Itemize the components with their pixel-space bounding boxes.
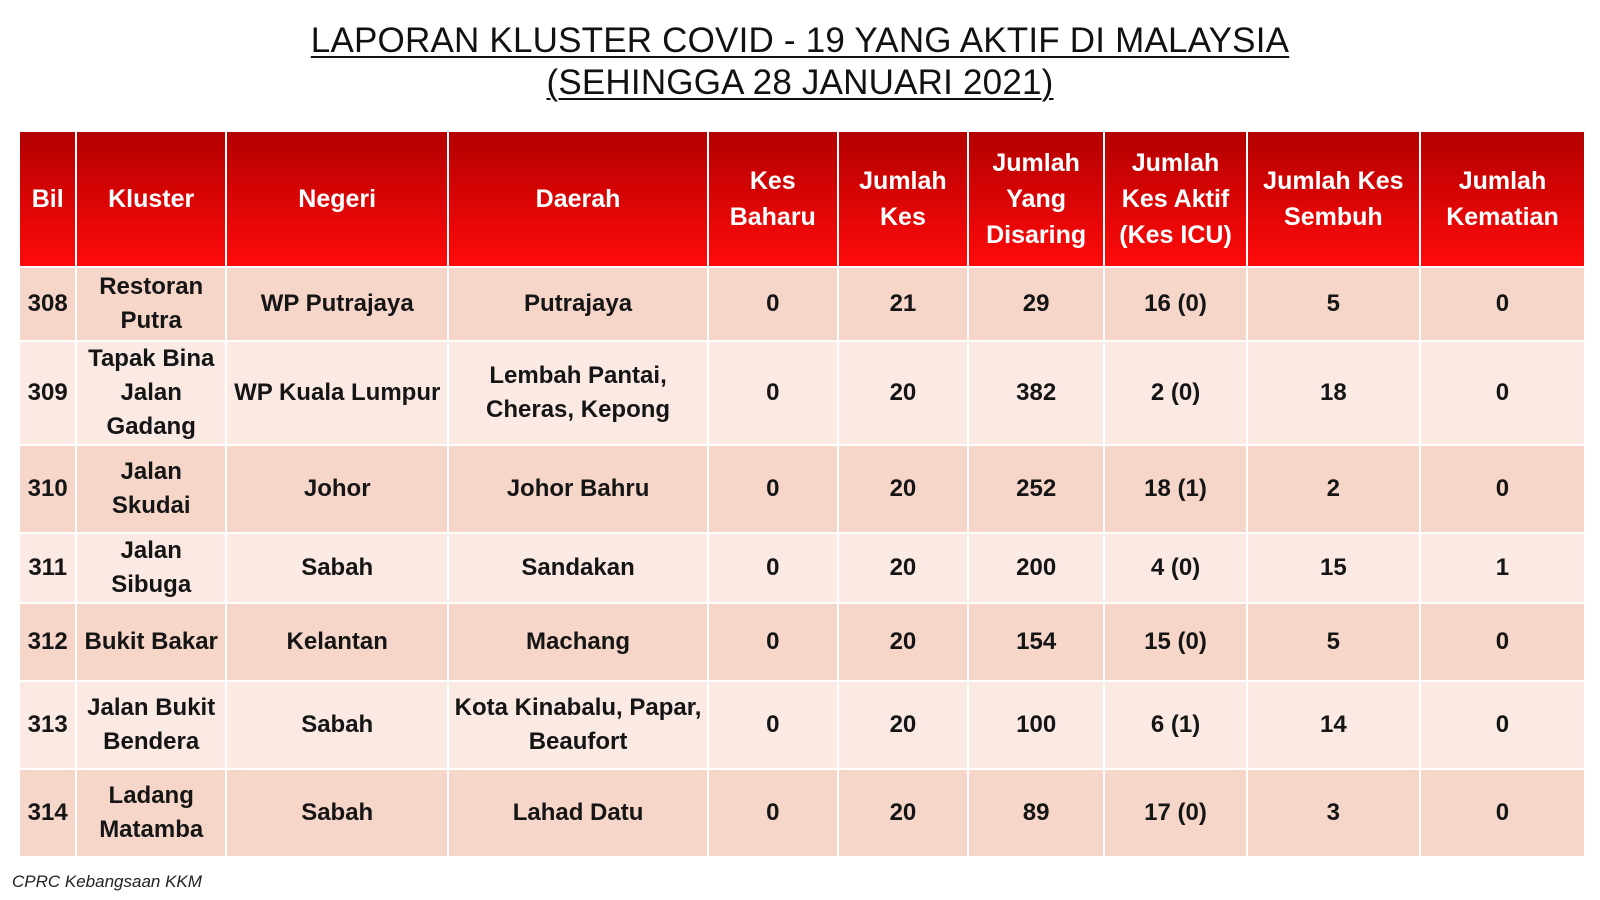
cell-kes-aktif: 2 (0) (1104, 341, 1246, 445)
cell-negeri: Sabah (226, 681, 448, 769)
cell-jumlah-kes: 20 (838, 603, 968, 681)
header-kluster: Kluster (76, 131, 226, 267)
cell-kes-sembuh: 5 (1247, 603, 1420, 681)
cell-kematian: 0 (1420, 445, 1585, 533)
cell-jumlah-disaring: 100 (968, 681, 1104, 769)
cell-kluster: Restoran Putra (76, 267, 226, 341)
cell-kematian: 0 (1420, 341, 1585, 445)
header-negeri: Negeri (226, 131, 448, 267)
cell-negeri: Sabah (226, 533, 448, 603)
cell-negeri: WP Kuala Lumpur (226, 341, 448, 445)
cell-kes-sembuh: 14 (1247, 681, 1420, 769)
cluster-table-container (18, 130, 1586, 858)
cell-kes-sembuh: 5 (1247, 267, 1420, 341)
table-header-row (19, 131, 1585, 267)
cell-kes-aktif: 17 (0) (1104, 769, 1246, 857)
cell-kes-aktif: 4 (0) (1104, 533, 1246, 603)
table-row (19, 267, 1585, 341)
header-jumlah-kematian: Jumlah Kematian (1420, 131, 1585, 267)
table-row (19, 341, 1585, 445)
title-line-2: (SEHINGGA 28 JANUARI 2021) (546, 63, 1054, 102)
cell-jumlah-kes: 20 (838, 769, 968, 857)
cell-kematian: 0 (1420, 603, 1585, 681)
table-row (19, 769, 1585, 857)
header-jumlah-kes-aktif: Jumlah Kes Aktif (Kes ICU) (1104, 131, 1246, 267)
cell-kematian: 0 (1420, 267, 1585, 341)
cell-kes-baharu: 0 (708, 769, 838, 857)
header-jumlah-kes: Jumlah Kes (838, 131, 968, 267)
cell-kes-baharu: 0 (708, 267, 838, 341)
cell-daerah: Putrajaya (448, 267, 707, 341)
cell-daerah: Johor Bahru (448, 445, 707, 533)
cell-kes-baharu: 0 (708, 681, 838, 769)
header-jumlah-disaring: Jumlah Yang Disaring (968, 131, 1104, 267)
title-line-1: LAPORAN KLUSTER COVID - 19 YANG AKTIF DI MALAYSIA (310, 21, 1290, 60)
cell-kes-aktif: 18 (1) (1104, 445, 1246, 533)
cell-bil: 310 (19, 445, 76, 533)
cell-jumlah-disaring: 29 (968, 267, 1104, 341)
header-kes-baharu: Kes Baharu (708, 131, 838, 267)
cell-bil: 314 (19, 769, 76, 857)
cell-jumlah-kes: 20 (838, 533, 968, 603)
table-row (19, 445, 1585, 533)
cell-negeri: Sabah (226, 769, 448, 857)
cell-kes-aktif: 15 (0) (1104, 603, 1246, 681)
cell-daerah: Sandakan (448, 533, 707, 603)
cell-kematian: 1 (1420, 533, 1585, 603)
cell-kluster: Ladang Matamba (76, 769, 226, 857)
cell-jumlah-kes: 20 (838, 445, 968, 533)
cell-kluster: Jalan Bukit Bendera (76, 681, 226, 769)
cell-jumlah-kes: 20 (838, 341, 968, 445)
header-daerah: Daerah (448, 131, 707, 267)
cell-negeri: Kelantan (226, 603, 448, 681)
cell-kes-baharu: 0 (708, 603, 838, 681)
cell-jumlah-disaring: 200 (968, 533, 1104, 603)
cell-bil: 313 (19, 681, 76, 769)
cell-jumlah-disaring: 382 (968, 341, 1104, 445)
cell-daerah: Machang (448, 603, 707, 681)
cell-bil: 308 (19, 267, 76, 341)
cell-kematian: 0 (1420, 769, 1585, 857)
cell-kes-baharu: 0 (708, 533, 838, 603)
cell-bil: 311 (19, 533, 76, 603)
cell-kes-sembuh: 15 (1247, 533, 1420, 603)
cluster-table (18, 130, 1586, 858)
cell-kematian: 0 (1420, 681, 1585, 769)
table-row (19, 533, 1585, 603)
source-note: CPRC Kebangsaan KKM (12, 872, 202, 891)
cell-kes-sembuh: 2 (1247, 445, 1420, 533)
cell-kes-sembuh: 18 (1247, 341, 1420, 445)
header-jumlah-kes-sembuh: Jumlah Kes Sembuh (1247, 131, 1420, 267)
cell-negeri: Johor (226, 445, 448, 533)
page-title (0, 20, 1600, 104)
cell-jumlah-disaring: 89 (968, 769, 1104, 857)
cell-kes-baharu: 0 (708, 341, 838, 445)
cell-jumlah-disaring: 154 (968, 603, 1104, 681)
cell-kluster: Tapak Bina Jalan Gadang (76, 341, 226, 445)
cell-kes-baharu: 0 (708, 445, 838, 533)
cell-daerah: Kota Kinabalu, Papar, Beaufort (448, 681, 707, 769)
table-row (19, 603, 1585, 681)
table-row (19, 681, 1585, 769)
cell-bil: 309 (19, 341, 76, 445)
cell-kluster: Jalan Sibuga (76, 533, 226, 603)
cell-bil: 312 (19, 603, 76, 681)
cell-jumlah-disaring: 252 (968, 445, 1104, 533)
cell-kluster: Bukit Bakar (76, 603, 226, 681)
cell-jumlah-kes: 21 (838, 267, 968, 341)
header-bil: Bil (19, 131, 76, 267)
cell-kes-sembuh: 3 (1247, 769, 1420, 857)
cell-kes-aktif: 6 (1) (1104, 681, 1246, 769)
cell-daerah: Lahad Datu (448, 769, 707, 857)
cell-daerah: Lembah Pantai, Cheras, Kepong (448, 341, 707, 445)
cell-negeri: WP Putrajaya (226, 267, 448, 341)
cell-kluster: Jalan Skudai (76, 445, 226, 533)
cell-jumlah-kes: 20 (838, 681, 968, 769)
cell-kes-aktif: 16 (0) (1104, 267, 1246, 341)
